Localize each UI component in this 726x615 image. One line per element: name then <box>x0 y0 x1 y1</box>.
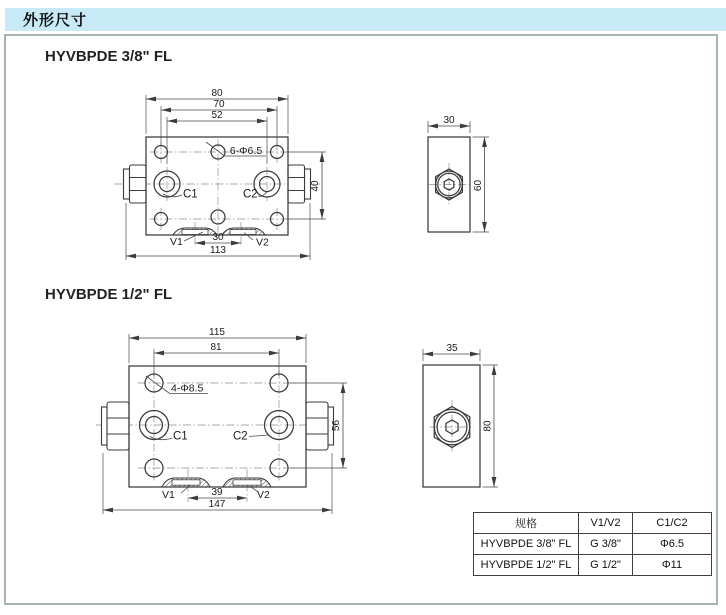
spec-table-header-row <box>474 513 712 534</box>
dim-height-label: 80 <box>482 420 494 432</box>
dim-height-label: 56 <box>331 419 342 432</box>
port-c2-label: C2 <box>243 188 258 201</box>
v1-label: V1 <box>162 489 175 501</box>
dim-overall-label: 113 <box>210 245 226 256</box>
v1-label: V1 <box>170 236 183 248</box>
v2-label: V2 <box>257 489 270 501</box>
port-c1-label: C1 <box>173 430 188 443</box>
hole-spec-label: 6-Φ6.5 <box>229 145 263 157</box>
content-box <box>4 34 718 605</box>
dim-holes-label: 70 <box>213 99 225 110</box>
v2-label: V2 <box>256 236 269 249</box>
table-row <box>474 534 712 555</box>
c-dia-cell: Φ6.5 <box>633 534 712 555</box>
table-row <box>474 555 712 576</box>
dim-depth-label: 30 <box>443 115 455 126</box>
dim-vspacing-label: 30 <box>212 232 224 243</box>
v-ports <box>162 478 271 487</box>
hole-spec-label: 4-Φ8.5 <box>171 382 204 395</box>
dim-height-label: 40 <box>310 180 321 192</box>
model-cell: HYVBPDE 1/2" FL <box>474 555 579 576</box>
col-header-spec: 规格 <box>474 513 579 534</box>
drawing1-title: HYVBPDE 3/8" FL <box>45 48 173 65</box>
dim-overall-label: 147 <box>208 499 226 510</box>
port-c2-label: C2 <box>233 430 248 443</box>
body-outline <box>423 365 480 487</box>
dim-ports-label: 52 <box>211 110 223 121</box>
drawing2-side-view <box>395 340 505 505</box>
port-c1-label: C1 <box>183 188 198 201</box>
valve-body <box>129 366 306 487</box>
v-thread-cell: G 3/8" <box>579 534 633 555</box>
v-thread-cell: G 1/2" <box>579 555 633 576</box>
dim-vspacing-label: 39 <box>211 487 223 498</box>
dim-width-label: 80 <box>211 88 223 99</box>
model-cell: HYVBPDE 3/8" FL <box>474 534 579 555</box>
col-header-v: V1/V2 <box>579 513 633 534</box>
drawing1-front-view <box>96 88 336 266</box>
col-header-c: C1/C2 <box>633 513 712 534</box>
section-title: 外形尺寸 <box>23 12 88 29</box>
centerlines <box>96 371 340 502</box>
dim-holes-label: 81 <box>210 342 222 353</box>
spec-table <box>473 512 712 576</box>
drawing2-front-view <box>92 327 352 520</box>
dim-height-label: 60 <box>473 179 484 192</box>
section-header-bar <box>5 8 726 31</box>
side-fittings <box>102 402 334 450</box>
dim-depth-label: 35 <box>446 343 458 354</box>
c-dia-cell: Φ11 <box>633 555 712 576</box>
drawing1-side-view <box>400 85 505 245</box>
dim-width-label: 115 <box>209 327 225 338</box>
drawing2-title: HYVBPDE 1/2" FL <box>45 286 173 303</box>
